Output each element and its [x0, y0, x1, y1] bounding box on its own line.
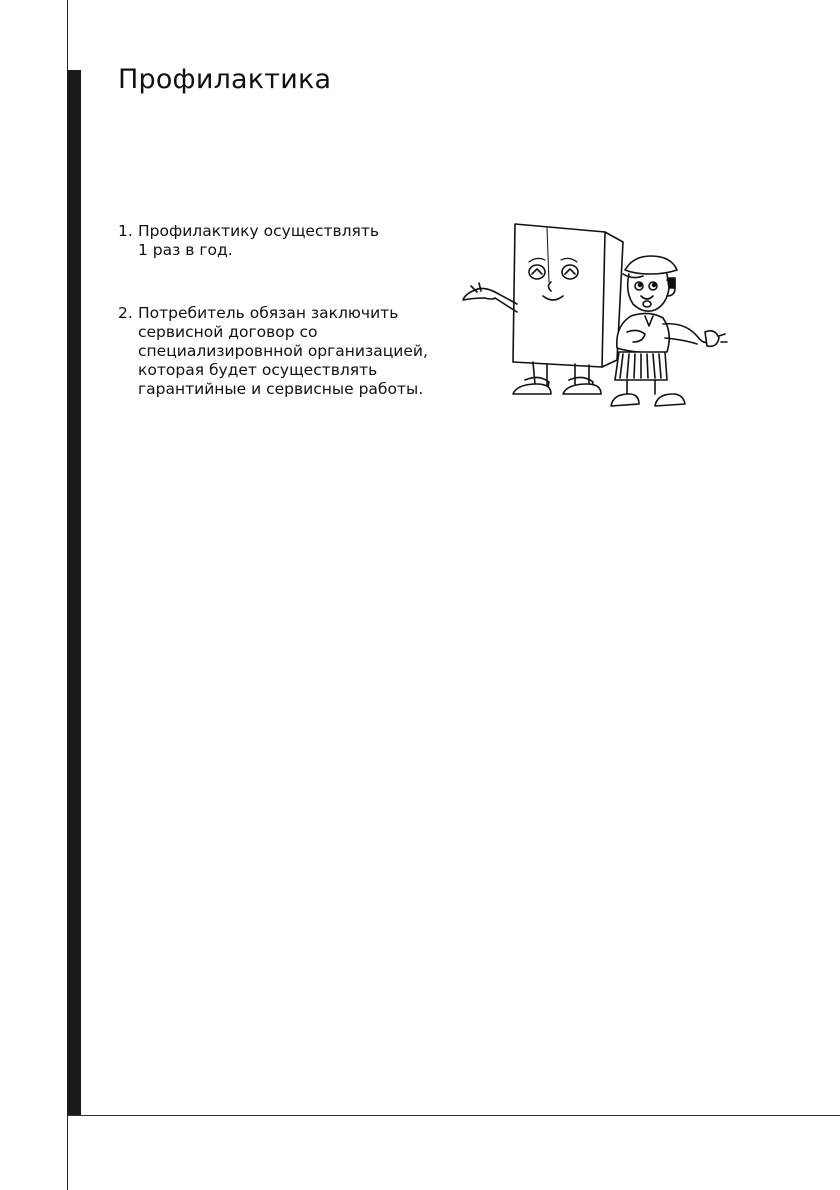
list-item [118, 304, 448, 399]
step-text: Профилактику осуществлять 1 раз в год. [138, 222, 380, 259]
serviceman-character [611, 256, 727, 406]
footer-rule [67, 1115, 840, 1116]
step-text: Потребитель обязан заключить сервисной договор со специализировнной организацией, которая будет осуществлять гарантийные и сервисные работы. [138, 304, 428, 398]
step-number: 1. [118, 222, 133, 240]
list-item [118, 222, 448, 260]
instructions-list [118, 222, 448, 443]
page-title: Профилактика [118, 64, 332, 95]
refrigerator-character [463, 224, 623, 394]
fridge-and-serviceman-illustration [455, 212, 735, 422]
section-side-bar [67, 70, 81, 1116]
step-number: 2. [118, 304, 133, 322]
